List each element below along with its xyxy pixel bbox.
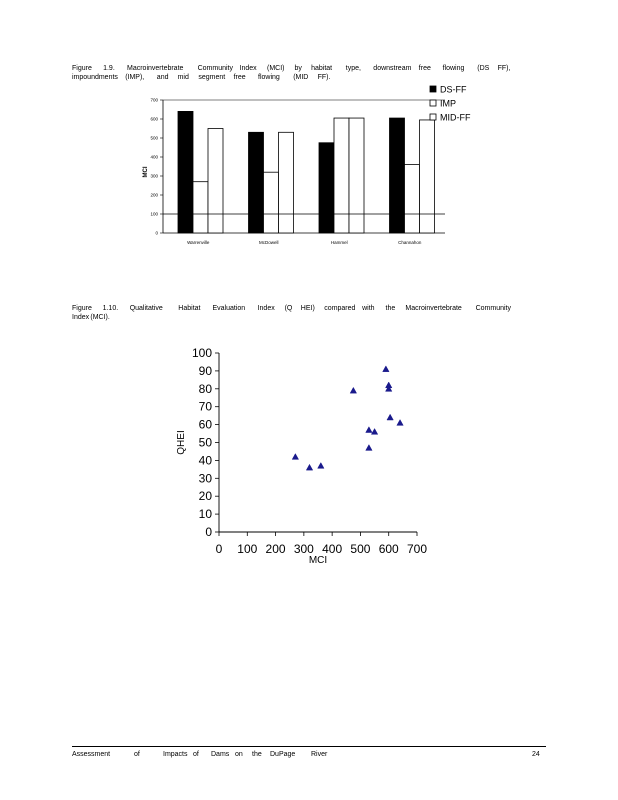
data-point bbox=[350, 387, 356, 393]
legend-label: DS-FF bbox=[440, 84, 467, 95]
legend-label: MID-FF bbox=[440, 112, 471, 123]
data-point bbox=[366, 427, 372, 433]
x-tick-label: 300 bbox=[293, 542, 314, 556]
y-tick-label: 50 bbox=[198, 435, 212, 450]
bar-ds-ff bbox=[390, 118, 405, 233]
data-point bbox=[386, 386, 392, 392]
caption-word: FF). bbox=[317, 74, 331, 81]
x-tick-label: 700 bbox=[406, 542, 428, 556]
x-tick-label: Hammel bbox=[330, 240, 348, 245]
caption-word: (IMP), bbox=[125, 74, 145, 81]
caption-word: 1.9. bbox=[103, 65, 115, 72]
caption-word: compared bbox=[324, 305, 356, 312]
figure-1-10-caption bbox=[72, 304, 518, 324]
data-point bbox=[383, 366, 389, 372]
caption-word: flowing bbox=[258, 74, 280, 81]
footer-word: DuPage bbox=[270, 751, 296, 758]
footer-word: Assessment bbox=[72, 751, 111, 758]
y-tick-label: 100 bbox=[191, 346, 212, 360]
caption-word: Figure bbox=[72, 305, 92, 312]
footer-word: Dams bbox=[211, 751, 230, 758]
footer-word: of bbox=[193, 751, 199, 758]
data-point bbox=[371, 429, 377, 435]
data-point bbox=[386, 382, 392, 388]
caption-word: Figure bbox=[72, 65, 92, 72]
x-tick-label: McDowell bbox=[258, 240, 279, 245]
caption-word: impoundments bbox=[72, 74, 118, 81]
caption-word: with bbox=[362, 305, 375, 312]
legend-swatch bbox=[430, 100, 436, 106]
caption-word: free bbox=[418, 65, 431, 72]
y-axis-label: MCI bbox=[143, 166, 149, 178]
y-tick-label: 70 bbox=[198, 399, 212, 414]
x-tick-label: 400 bbox=[322, 542, 343, 556]
bar-imp bbox=[334, 118, 349, 233]
caption-word: Community bbox=[475, 305, 511, 312]
legend-swatch bbox=[430, 114, 436, 120]
x-tick-label: 600 bbox=[378, 542, 399, 556]
x-axis-label: MCI bbox=[308, 555, 328, 566]
x-tick-label: Warrenville bbox=[187, 240, 210, 245]
bar-mid-ff bbox=[208, 129, 223, 234]
legend-swatch bbox=[430, 86, 436, 92]
caption-word: mid bbox=[177, 74, 189, 81]
x-tick-label: Channahon bbox=[398, 240, 422, 245]
caption-word: Evaluation bbox=[212, 305, 246, 312]
caption-word: type, bbox=[345, 65, 361, 72]
footer-word: on bbox=[235, 751, 243, 758]
x-tick-label: 100 bbox=[237, 542, 258, 556]
caption-word: free bbox=[233, 74, 246, 81]
y-tick-label: 0 bbox=[155, 230, 158, 236]
footer-word: River bbox=[311, 751, 328, 758]
y-tick-label: 100 bbox=[150, 211, 158, 217]
y-tick-label: 20 bbox=[198, 489, 212, 504]
caption-word: habitat bbox=[311, 65, 333, 72]
caption-word: segment bbox=[198, 74, 226, 81]
bar-imp bbox=[405, 165, 420, 233]
bar-mid-ff bbox=[279, 132, 294, 233]
data-point bbox=[306, 464, 312, 470]
y-tick-label: 40 bbox=[198, 453, 212, 468]
y-axis-label: QHEI bbox=[176, 430, 187, 455]
bar-ds-ff bbox=[178, 111, 193, 233]
y-tick-label: 10 bbox=[198, 507, 212, 522]
x-tick-label: 200 bbox=[265, 542, 286, 556]
caption-word: 1.10. bbox=[102, 305, 119, 312]
data-point bbox=[318, 463, 324, 469]
y-tick-label: 300 bbox=[150, 173, 158, 179]
y-tick-label: 500 bbox=[150, 135, 158, 141]
figure-1-9-caption bbox=[72, 64, 518, 84]
caption-word: FF), bbox=[497, 65, 511, 72]
y-tick-label: 700 bbox=[150, 97, 158, 103]
y-tick-label: 80 bbox=[198, 381, 212, 396]
caption-word: Index bbox=[257, 305, 275, 312]
footer-word: the bbox=[252, 751, 262, 758]
footer-word: of bbox=[134, 751, 140, 758]
bar-ds-ff bbox=[319, 143, 334, 233]
x-tick-label: 500 bbox=[350, 542, 371, 556]
x-tick-label: 0 bbox=[215, 542, 223, 556]
caption-word: Macroinvertebrate bbox=[405, 305, 462, 312]
y-tick-label: 0 bbox=[205, 525, 212, 539]
caption-word: (Q bbox=[284, 305, 293, 312]
data-point bbox=[387, 414, 393, 420]
caption-word: HEI) bbox=[300, 305, 315, 312]
caption-word: (MID bbox=[293, 74, 309, 81]
y-tick-label: 600 bbox=[150, 116, 158, 122]
caption-word: Macroinvertebrate bbox=[127, 65, 184, 72]
bar-mid-ff bbox=[349, 118, 364, 233]
caption-word: Index bbox=[72, 314, 90, 321]
y-tick-label: 90 bbox=[198, 363, 212, 378]
bar-imp bbox=[264, 172, 279, 233]
caption-word: and bbox=[156, 74, 169, 81]
caption-word: (MCI) bbox=[267, 65, 285, 72]
y-tick-label: 400 bbox=[150, 154, 158, 160]
bar-mid-ff bbox=[420, 120, 435, 233]
caption-word: the bbox=[385, 305, 396, 312]
caption-word: Community bbox=[197, 65, 233, 72]
y-tick-label: 200 bbox=[150, 192, 158, 198]
footer-rule bbox=[72, 746, 546, 747]
bar-ds-ff bbox=[249, 132, 264, 233]
caption-word: flowing bbox=[442, 65, 465, 72]
bar-imp bbox=[193, 182, 208, 233]
caption-word: by bbox=[294, 65, 302, 72]
y-tick-label: 30 bbox=[198, 471, 212, 486]
footer-word: Impacts bbox=[163, 751, 188, 758]
page-number: 24 bbox=[532, 751, 540, 758]
caption-word: Index bbox=[239, 65, 257, 72]
caption-word: Habitat bbox=[178, 305, 201, 312]
legend-label: IMP bbox=[440, 98, 457, 109]
y-tick-label: 60 bbox=[198, 417, 212, 432]
caption-word: (MCI). bbox=[90, 314, 110, 321]
caption-word: downstream bbox=[373, 65, 412, 72]
data-point bbox=[397, 420, 403, 426]
caption-word: Qualitative bbox=[129, 305, 163, 312]
caption-word: (DS bbox=[477, 65, 490, 72]
data-point bbox=[366, 445, 372, 451]
data-point bbox=[292, 454, 298, 460]
